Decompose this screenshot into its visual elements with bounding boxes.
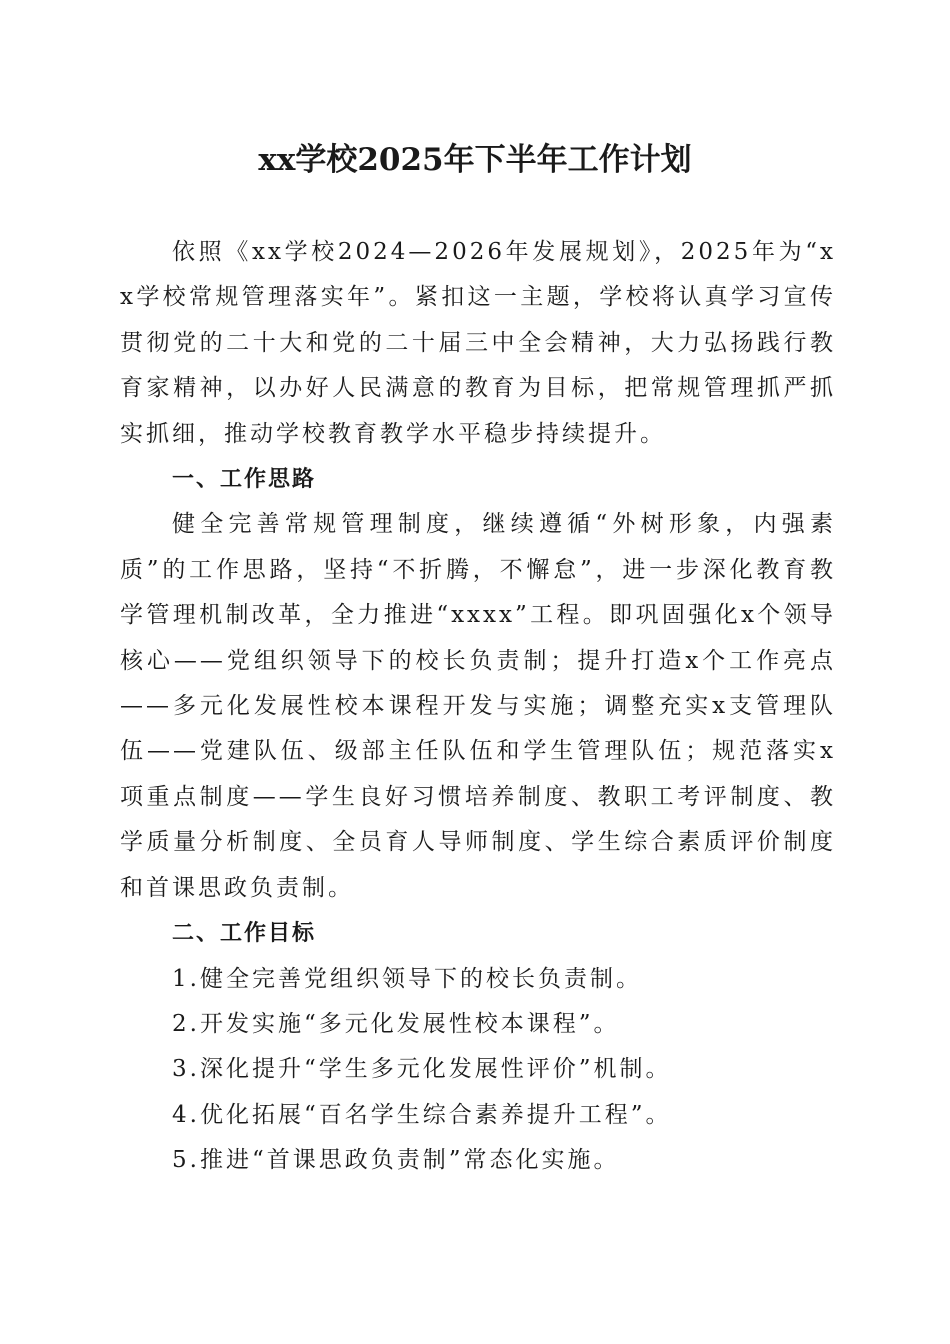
work-approach-paragraph: 健全完善常规管理制度，继续遵循“外树形象，内强素质”的工作思路，坚持“不折腾，不懈怠”，进一步深化教育教学管理机制改革，全力推进“xxxx”工程。即巩固强化x个领导核心——党组织领导下的校长负责制；提升打造x个工作亮点——多元化发展性校本课程开发与实施；调整充实x支管理队伍——党建队伍、级部主任队伍和学生管理队伍；规范落实x项重点制度——学生良好习惯培养制度、教职工考评制度、教学质量分析制度、全员育人导师制度、学生综合素质评价制度和首课思政负责制。 [120,511,836,901]
goal-item: 2.开发实施“多元化发展性校本课程”。 [172,1010,620,1037]
section-heading-work-approach: 一、工作思路 [172,467,317,493]
intro-paragraph: 依照《xx学校2024—2026年发展规划》，2025年为“xx学校常规管理落实年”。紧扣这一主题，学校将认真学习宣传贯彻党的二十大和党的二十届三中全会精神，大力弘扬践行教育家精神，以办好人民满意的教育为目标，把常规管理抓严抓实抓细，推动学校教育教学水平稳步持续提升。 [120,239,836,447]
document-title: xx学校2025年下半年工作计划 [258,142,692,178]
goal-item: 1.健全完善党组织领导下的校长负责制。 [172,965,642,992]
goal-item: 5.推进“首课思政负责制”常态化实施。 [172,1147,620,1174]
document-body [120,230,836,1184]
section-heading-work-goals: 二、工作目标 [172,921,317,947]
goal-item: 4.优化拓展“百名学生综合素养提升工程”。 [172,1101,672,1128]
goal-item: 3.深化提升“学生多元化发展性评价”机制。 [172,1056,672,1083]
